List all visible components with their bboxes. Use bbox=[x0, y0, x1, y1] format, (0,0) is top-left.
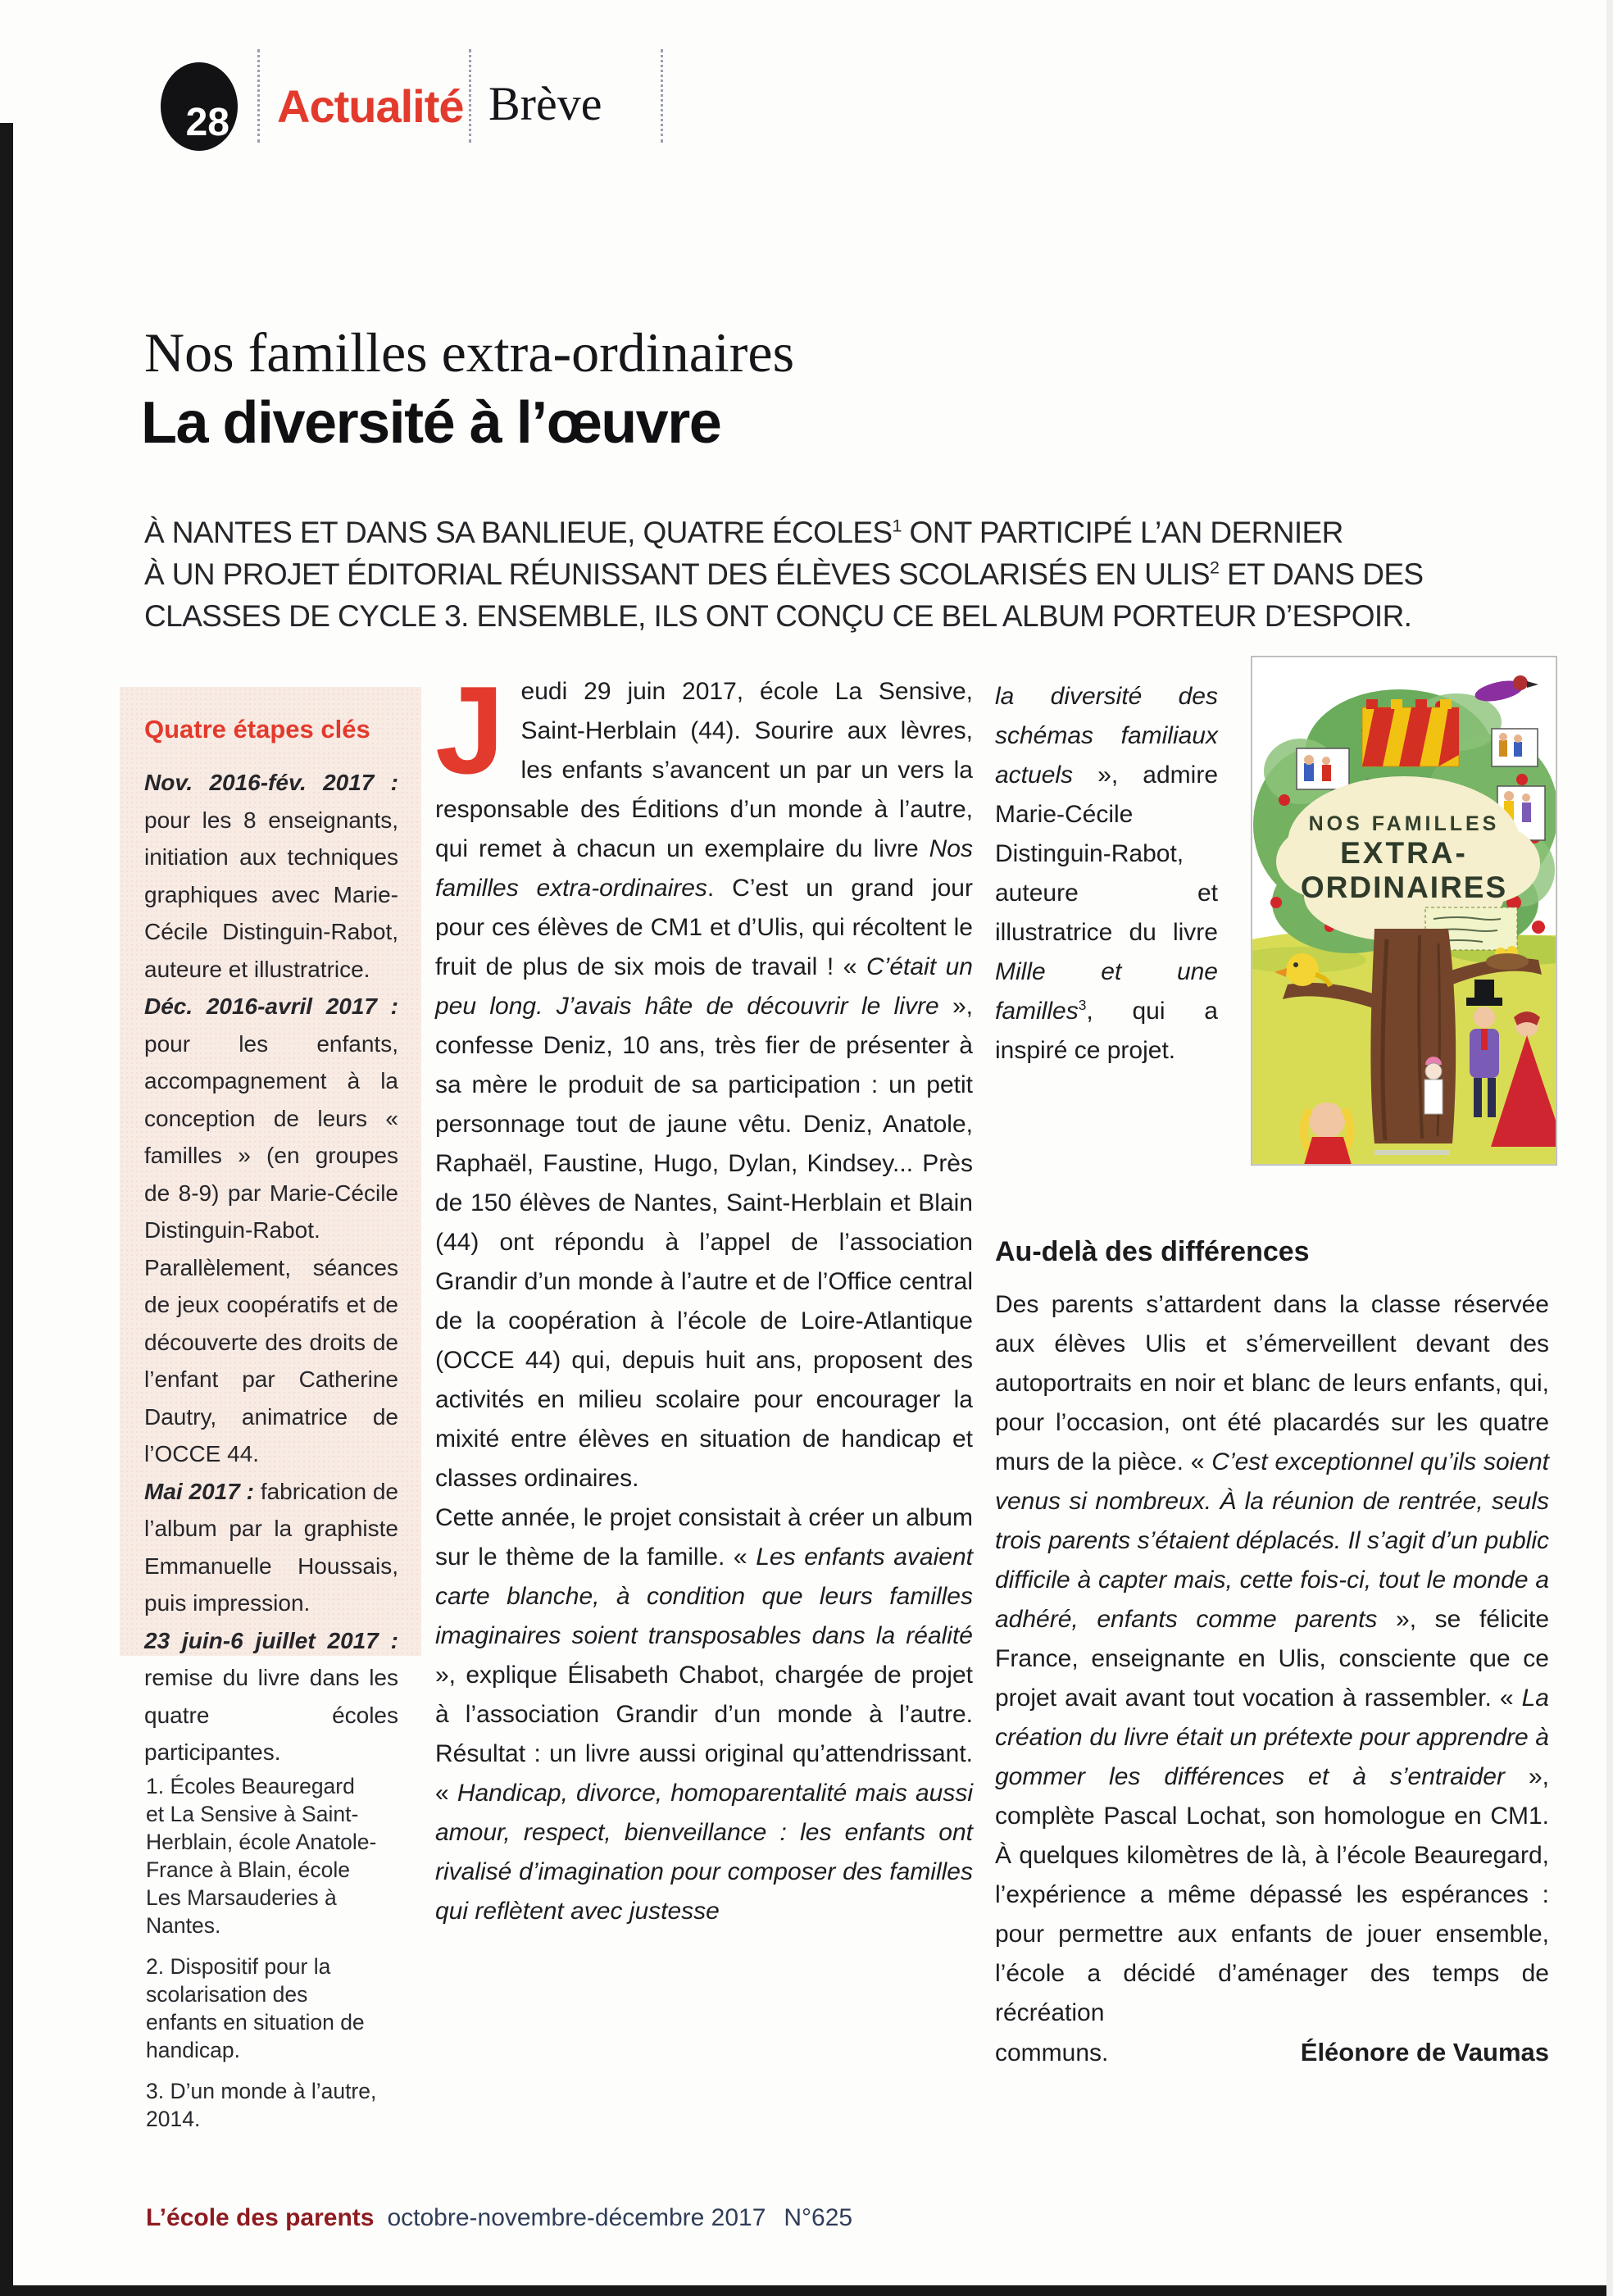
page-footer bbox=[146, 2203, 852, 2233]
key-steps-box bbox=[120, 687, 421, 1765]
footnote: 1. Écoles Beauregard et La Sensive à Saint-Herblain, école Anatole-France à Blain, école Les Marsauderies à Nantes. bbox=[146, 1774, 377, 1938]
publisher-line bbox=[1374, 1150, 1450, 1155]
standfirst bbox=[144, 511, 1423, 637]
article-last-line: communs. bbox=[995, 2039, 1109, 2066]
header-divider bbox=[661, 49, 663, 143]
page-number: 28 bbox=[185, 101, 229, 144]
magazine-name: L’école des parents bbox=[146, 2204, 375, 2231]
article-paragraph: Des parents s’attardent dans la classe réservée aux élèves Ulis et s’émerveillent devant des autoportraits en noir et blanc de leurs enfants, qui, pour l’occasion, ont été placardés sur les quatre murs de la pièce. « C’est exceptionnel qu’ils soient venus si nombreux. À la réunion de rentrée, seuls trois parents s’étaient déplacés. Il s’agit d’un public difficile à capter mais, cette fois-ci, tout le monde a adhéré, enfants comme parents », se félicite France, enseignante en Ulis, consciente que ce projet avait avant tout vocation à rassembler. « La création du livre était un prétexte pour apprendre à gommer les différences et à s’entraider », complète Pascal Lochat, son homologue en CM1. À quelques kilomètres de là, à l’école Beauregard, l’expérience a même dépassé les espérances : pour permettre aux enfants de jouer ensemble, l’école a décidé d’aménager des temps de récréation bbox=[995, 1291, 1550, 2026]
article-paragraph: Cette année, le projet consistait à créer un album sur le thème de la famille. « Les enfants avaient carte blanche, à condition que leurs familles imaginaires soient transposables dans la réalité », explique Élisabeth Chabot, chargée de projet à l’association Grandir d’un monde à l’autre. Résultat : un livre aussi original qu’attendrissant. « Handicap, divorce, homoparentalité mais aussi amour, respect, bienveillance : les enfants ont rivalisé d’imagination pour composer des familles qui reflètent avec justesse bbox=[435, 1504, 973, 1925]
header-divider bbox=[469, 49, 471, 143]
article-headline: La diversité à l’œuvre bbox=[141, 390, 721, 456]
key-steps-paragraph: 23 juin-6 juillet 2017 : remise du livre dans les quatre écoles participantes. bbox=[144, 1627, 398, 1765]
key-steps-paragraph: Nov. 2016-fév. 2017 : pour les 8 enseignants, initiation aux techniques graphiques avec Marie-Cécile Distinguin-Rabot, auteure et illustratrice. bbox=[144, 770, 398, 982]
article-text: eudi 29 juin 2017, école La Sensive, Saint-Herblain (44). Sourire aux lèvres, les enfants s’avancent un par un vers la responsable des Éditions d’un monde à l’autre, qui remet à chacun un exemplaire du livre Nos familles extra-ordinaires. C’est un grand jour pour ces élèves de CM1 et d’Ulis, qui récoltent le fruit de plus de six mois de travail ! « C’était un peu long. J’avais hâte de découvrir le livre », confesse Deniz, 10 ans, très fier de présenter à sa mère le produit de sa participation : un petit personnage tout de jaune vêtu. Deniz, Anatole, Raphaël, Faustine, Hugo, Dylan, Kindsey... Près de 150 élèves de Nantes, Saint-Herblain et Blain (44) ont répondu à l’appel de l’association Grandir d’un monde à l’autre et de l’Office central de la coopération à l’école de Loire-Atlantique (OCCE 44) qui, depuis huit ans, proposent des activités en milieu scolaire pour encourager la mixité entre élèves en situation de handicap et classes ordinaires. bbox=[435, 678, 973, 1492]
article-column-right-top: la diversité des schémas familiaux actuels », admire Marie-Cécile Distinguin-Rabot, auteure et illustratrice du livre Mille et une familles$^3$, qui a inspiré ce projet. bbox=[995, 683, 1218, 1064]
section-label: Actualité bbox=[277, 80, 464, 132]
article-column-right bbox=[995, 1285, 1549, 2073]
cover-title-line1: NOS FAMILLES bbox=[1308, 812, 1500, 835]
author-byline: Éléonore de Vaumas bbox=[1300, 2038, 1549, 2066]
footnote: 3. D’un monde à l’autre, 2014. bbox=[146, 2079, 377, 2131]
striped-castle bbox=[1362, 699, 1459, 766]
page-number-badge bbox=[161, 62, 238, 151]
cover-title-line3: ORDINAIRES bbox=[1300, 871, 1508, 904]
scan-edge-bottom bbox=[0, 2285, 1613, 2296]
book-cover bbox=[1251, 656, 1557, 1166]
issue-date: octobre-novembre-décembre 2017 bbox=[387, 2204, 766, 2231]
standfirst-line: CLASSES DE CYCLE 3. ENSEMBLE, ILS ONT CONÇU CE BEL ALBUM PORTEUR D’ESPOIR. bbox=[144, 599, 1412, 633]
key-steps-paragraph: Déc. 2016-avril 2017 : pour les enfants, accompagnement à la conception de leurs « familles » (en groupes de 8-9) par Marie-Cécile Distinguin-Rabot. Parallèlement, séances de jeux coopératifs et de découverte des droits de l’enfant par Catherine Dautry, animatrice de l’OCCE 44. bbox=[144, 993, 398, 1466]
issue-number: N°625 bbox=[784, 2204, 853, 2231]
standfirst-line: À NANTES ET DANS SA BANLIEUE, QUATRE ÉCOLES$^1$ ONT PARTICIPÉ L’AN DERNIER bbox=[144, 516, 1343, 549]
key-steps-heading: Quatre étapes clés bbox=[144, 715, 370, 743]
standfirst-line: À UN PROJET ÉDITORIAL RÉUNISSANT DES ÉLÈVES SCOLARISÉS EN ULIS$^2$ ET DANS DES bbox=[144, 557, 1424, 591]
rubric-label: Brève bbox=[488, 77, 602, 130]
article-column-main bbox=[435, 661, 973, 1931]
footnote: 2. Dispositif pour la scolarisation des enfants en situation de handicap. bbox=[146, 1954, 365, 2062]
footnotes bbox=[146, 1772, 377, 2146]
article-kicker: Nos familles extra-ordinaires bbox=[144, 321, 795, 384]
dropcap: J bbox=[435, 661, 505, 800]
key-steps-paragraph: Mai 2017 : fabrication de l’album par la graphiste Emmanuelle Houssais, puis impression. bbox=[144, 1478, 398, 1616]
book-cover-art bbox=[1252, 657, 1556, 1165]
article-paragraph bbox=[435, 661, 973, 1498]
header-divider bbox=[257, 49, 260, 143]
scan-edge-left bbox=[0, 123, 13, 2296]
scan-edge-right bbox=[1606, 0, 1613, 2296]
cover-title-line2: EXTRA- bbox=[1340, 836, 1468, 870]
section-subheading: Au-delà des différences bbox=[995, 1236, 1310, 1267]
signature-row bbox=[995, 2033, 1549, 2073]
